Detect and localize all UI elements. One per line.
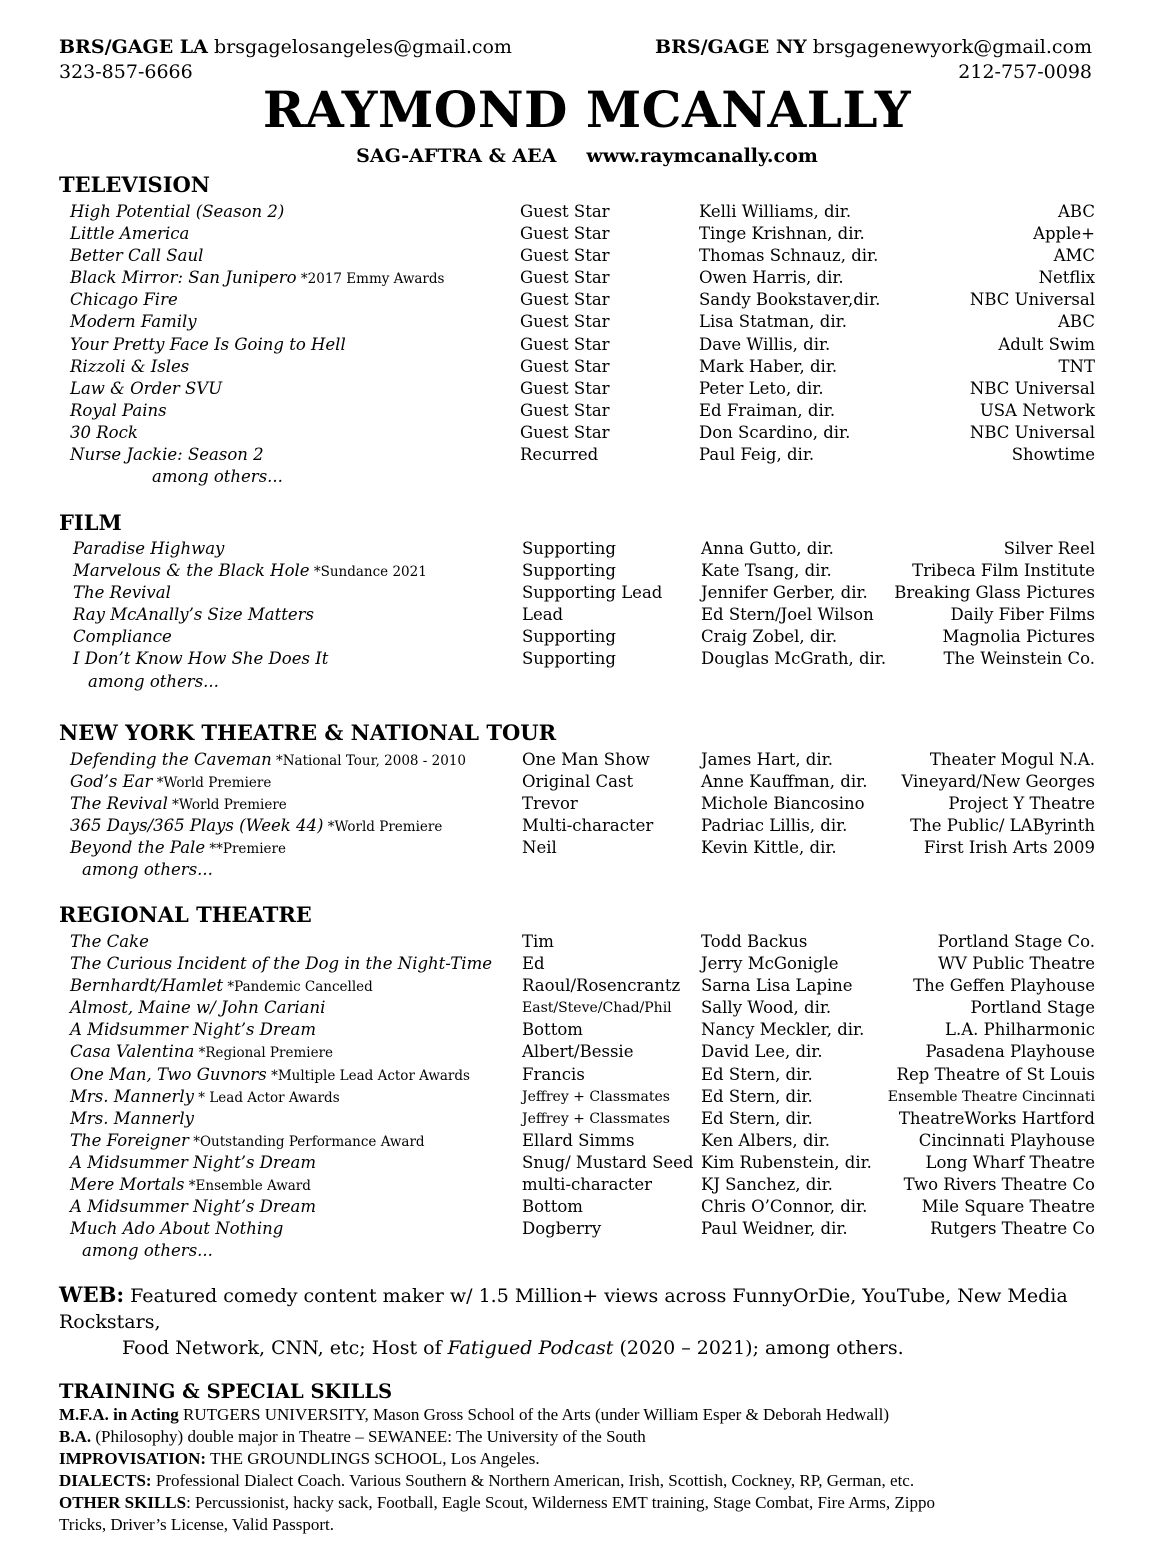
credit-title xyxy=(73,538,224,560)
agency-ny: BRS/GAGE NY xyxy=(655,36,807,58)
credit-row xyxy=(0,793,1174,815)
credit-role: Supporting xyxy=(522,649,616,669)
credit-role: Jeffrey + Classmates xyxy=(522,1088,670,1105)
section-title-film: FILM xyxy=(59,510,122,535)
credit-producer: Rutgers Theatre Co xyxy=(930,1219,1095,1239)
credit-row xyxy=(0,648,1174,670)
credit-title xyxy=(70,1108,194,1130)
credit-title xyxy=(70,1196,316,1218)
credit-title-text: Much Ado About Nothing xyxy=(70,1219,284,1239)
credit-role: Guest Star xyxy=(520,224,610,244)
credit-title-text: Paradise Highway xyxy=(73,539,225,558)
credit-producer: Silver Reel xyxy=(1003,539,1095,558)
credit-title xyxy=(70,931,149,953)
credit-row xyxy=(0,953,1174,975)
web-section xyxy=(59,1282,1119,1361)
credit-title-text: The Revival xyxy=(73,583,171,603)
credit-title xyxy=(70,749,466,772)
podcast-title: Fatigued Podcast xyxy=(447,1337,614,1359)
credit-title-text: I Don’t Know How She Does It xyxy=(73,649,329,669)
credit-title xyxy=(70,223,189,245)
credit-row xyxy=(0,538,1174,560)
credit-director: Peter Leto, dir. xyxy=(699,378,824,398)
phone-ny: 212-757-0098 xyxy=(958,61,1092,83)
credit-row xyxy=(0,311,1174,333)
credit-title xyxy=(70,1152,316,1174)
credit-role: Albert/Bessie xyxy=(522,1042,634,1062)
credit-note: *World Premiere xyxy=(323,819,443,836)
credit-note: *2017 Emmy Awards xyxy=(296,271,445,288)
credit-note: **Premiere xyxy=(205,841,286,858)
email-la[interactable]: brsgagelosangeles@gmail.com xyxy=(213,36,512,58)
credit-producer: Breaking Glass Pictures xyxy=(894,583,1095,603)
section-title-ny-theatre: NEW YORK THEATRE & NATIONAL TOUR xyxy=(59,720,557,745)
section-title-television: TELEVISION xyxy=(59,172,210,197)
credit-role: Guest Star xyxy=(520,422,610,442)
credit-director: Ed Fraiman, dir. xyxy=(699,400,836,420)
credit-producer: Vineyard/New Georges xyxy=(901,772,1095,792)
credit-producer: NBC Universal xyxy=(969,290,1095,310)
credit-row xyxy=(0,1218,1174,1240)
credit-title-text: Nurse Jackie: Season 2 xyxy=(70,445,264,465)
credit-director: Don Scardino, dir. xyxy=(699,422,851,442)
credit-row xyxy=(0,1152,1174,1174)
credit-title-text: A Midsummer Night’s Dream xyxy=(70,1197,317,1217)
web-line-2c: (2020 – 2021); among others. xyxy=(613,1337,904,1359)
credit-title xyxy=(70,997,325,1019)
credit-producer: Project Y Theatre xyxy=(948,794,1095,814)
credit-title-text: High Potential (Season 2) xyxy=(70,202,285,221)
credit-title-text: God’s Ear xyxy=(70,772,153,792)
website-link[interactable]: www.raymcanally.com xyxy=(586,145,818,167)
credit-row xyxy=(0,975,1174,997)
training-label: OTHER SKILLS xyxy=(59,1493,187,1512)
credit-title-text: Modern Family xyxy=(70,312,197,332)
web-label: WEB: xyxy=(59,1282,125,1307)
credit-row xyxy=(0,582,1174,604)
credit-role: Guest Star xyxy=(520,378,610,398)
credit-note: *World Premiere xyxy=(152,775,272,792)
credit-role: Guest Star xyxy=(520,334,610,354)
credit-title xyxy=(70,1064,470,1087)
credit-director: Owen Harris, dir. xyxy=(699,268,844,288)
credit-row xyxy=(0,1108,1174,1130)
credit-title xyxy=(70,334,346,356)
credit-director: Sally Wood, dir. xyxy=(701,998,832,1018)
credit-row xyxy=(0,422,1174,444)
section-title-training: TRAINING & SPECIAL SKILLS xyxy=(59,1380,393,1403)
credit-role: Multi-character xyxy=(522,816,654,836)
television-credits xyxy=(0,201,1174,488)
credit-title xyxy=(70,1019,316,1041)
credit-producer: The Public/ LAByrinth xyxy=(910,816,1095,836)
credit-role: Supporting xyxy=(522,627,616,647)
credit-row xyxy=(0,400,1174,422)
credit-director: Jerry McGonigle xyxy=(701,954,839,974)
credit-role: Trevor xyxy=(522,794,578,814)
among-others: among others... xyxy=(88,671,219,691)
credit-director: Chris O’Connor, dir. xyxy=(701,1197,868,1217)
credit-row xyxy=(0,604,1174,626)
credit-title-text: Bernhardt/Hamlet xyxy=(70,976,224,996)
credit-title xyxy=(70,1086,340,1109)
credit-role: Guest Star xyxy=(520,246,610,266)
credit-producer: Two Rivers Theatre Co xyxy=(903,1175,1095,1195)
training-text: (Philosophy) double major in Theatre – SEWANEE: The University of the South xyxy=(91,1427,646,1446)
contact-la xyxy=(59,35,512,85)
credit-title-text: Mrs. Mannerly xyxy=(70,1086,194,1106)
credit-row xyxy=(0,289,1174,311)
credit-producer: Magnolia Pictures xyxy=(942,627,1095,647)
credit-title xyxy=(70,267,444,290)
credit-role: Raoul/Rosencrantz xyxy=(522,976,681,996)
actor-name: RAYMOND MCANALLY xyxy=(262,80,912,139)
credit-director: Ken Albers, dir. xyxy=(701,1130,831,1150)
credit-director: Sandy Bookstaver,dir. xyxy=(699,290,881,310)
credit-director: Ed Stern, dir. xyxy=(701,1064,813,1084)
credit-title xyxy=(70,793,287,816)
training-last-line: Tricks, Driver’s License, Valid Passport. xyxy=(59,1515,334,1534)
credit-role: Lead xyxy=(522,605,564,625)
credit-title-text: A Midsummer Night’s Dream xyxy=(70,1152,317,1172)
web-line-2a: Food Network, CNN, etc; Host of xyxy=(122,1337,448,1359)
credit-director: Kelli Williams, dir. xyxy=(699,202,852,221)
training-label: B.A. xyxy=(59,1427,92,1446)
credit-title xyxy=(70,378,222,400)
credit-title-text: Ray McAnally’s Size Matters xyxy=(73,605,314,625)
credit-title-text: The Curious Incident of the Dog in the Night-Time xyxy=(70,954,492,974)
credit-director: Kim Rubenstein, dir. xyxy=(701,1152,872,1172)
credit-title-text: Marvelous & the Black Hole xyxy=(73,561,310,581)
credit-note: *World Premiere xyxy=(167,797,287,814)
credit-row xyxy=(0,334,1174,356)
credit-director: Douglas McGrath, dir. xyxy=(701,649,887,669)
credit-producer: NBC Universal xyxy=(969,378,1095,398)
credit-producer: Rep Theatre of St Louis xyxy=(896,1064,1095,1084)
credit-director: Kevin Kittle, dir. xyxy=(701,838,837,858)
credit-row xyxy=(0,626,1174,648)
credit-producer: TNT xyxy=(1058,356,1095,376)
union-website-line xyxy=(0,145,1174,167)
credit-director: Craig Zobel, dir. xyxy=(701,627,838,647)
credit-role: Supporting Lead xyxy=(522,583,663,603)
credit-row xyxy=(0,223,1174,245)
credit-director: Ed Stern, dir. xyxy=(701,1108,813,1128)
credit-director: Jennifer Gerber, dir. xyxy=(701,583,868,603)
credit-role: Bottom xyxy=(522,1020,583,1040)
credit-producer: Portland Stage Co. xyxy=(937,932,1095,951)
credit-title-text: One Man, Two Guvnors xyxy=(70,1064,267,1084)
credit-title-text: Casa Valentina xyxy=(70,1042,195,1062)
section-title-regional: REGIONAL THEATRE xyxy=(59,902,312,927)
credit-title-text: The Cake xyxy=(70,932,149,951)
credit-title xyxy=(70,1218,283,1240)
credit-producer: The Geffen Playhouse xyxy=(913,976,1095,996)
credit-title-text: Royal Pains xyxy=(70,400,167,420)
credit-row xyxy=(0,267,1174,289)
credit-producer: Long Wharf Theatre xyxy=(925,1152,1095,1172)
training-label: IMPROVISATION: xyxy=(59,1449,207,1468)
credit-director: Dave Willis, dir. xyxy=(699,334,831,354)
credit-title xyxy=(70,201,284,223)
credit-director: Paul Feig, dir. xyxy=(699,445,815,465)
credit-role: Jeffrey + Classmates xyxy=(522,1110,670,1127)
credit-role: Tim xyxy=(522,932,554,951)
credit-role: Ellard Simms xyxy=(522,1130,635,1150)
ny-theatre-credits xyxy=(0,749,1174,881)
credit-note: * Lead Actor Awards xyxy=(193,1089,340,1106)
credit-title-text: Little America xyxy=(70,224,190,244)
credit-producer: Netflix xyxy=(1038,268,1095,288)
credit-row xyxy=(0,1086,1174,1108)
credit-row xyxy=(0,1019,1174,1041)
credit-director: Paul Weidner, dir. xyxy=(701,1219,848,1239)
training-row xyxy=(59,1426,1119,1448)
training-text: : Percussionist, hacky sack, Football, Eagle Scout, Wilderness EMT training, Stage Combat, Fire Arms, Zippo xyxy=(186,1493,936,1512)
credit-director: Anne Kauffman, dir. xyxy=(701,772,868,792)
credit-role: multi-character xyxy=(522,1175,652,1195)
credit-title xyxy=(73,648,328,670)
training-row xyxy=(59,1470,1119,1492)
credit-title-text: Mrs. Mannerly xyxy=(70,1108,194,1128)
credit-title-text: Chicago Fire xyxy=(70,290,178,310)
credit-director: Sarna Lisa Lapine xyxy=(701,976,853,996)
credit-director: James Hart, dir. xyxy=(701,750,833,769)
credit-producer: Adult Swim xyxy=(998,334,1095,354)
credit-row xyxy=(0,931,1174,953)
credit-title-text: Better Call Saul xyxy=(70,246,204,266)
credit-title-text: Your Pretty Face Is Going to Hell xyxy=(70,334,346,354)
credit-title-text: Almost, Maine w/ John Cariani xyxy=(70,998,326,1018)
phone-la: 323-857-6666 xyxy=(59,61,193,83)
credit-role: Guest Star xyxy=(520,400,610,420)
credit-note: *Sundance 2021 xyxy=(309,564,427,581)
credit-title xyxy=(70,953,492,975)
credit-producer: NBC Universal xyxy=(969,422,1095,442)
credit-role: Guest Star xyxy=(520,356,610,376)
credit-role: Recurred xyxy=(520,445,599,465)
training-label: M.F.A. in Acting xyxy=(59,1405,179,1424)
email-ny[interactable]: brsgagenewyork@gmail.com xyxy=(812,36,1092,58)
credit-role: Guest Star xyxy=(520,268,610,288)
among-others: among others... xyxy=(82,1241,213,1261)
credit-row xyxy=(0,1064,1174,1086)
credit-producer: Theater Mogul N.A. xyxy=(929,750,1095,769)
credit-role: Francis xyxy=(522,1064,585,1084)
credit-row xyxy=(0,560,1174,582)
credit-title-text: Black Mirror: San Junipero xyxy=(70,268,297,288)
among-others: among others... xyxy=(82,860,213,880)
credit-producer: Ensemble Theatre Cincinnati xyxy=(887,1088,1095,1105)
credit-producer: The Weinstein Co. xyxy=(943,649,1095,669)
credit-title xyxy=(70,975,373,998)
credit-director: Padriac Lillis, dir. xyxy=(701,816,848,836)
credit-director: Anna Gutto, dir. xyxy=(701,539,834,558)
credit-title xyxy=(70,1130,425,1153)
credit-director: Ed Stern, dir. xyxy=(701,1086,813,1106)
credit-producer: Apple+ xyxy=(1033,224,1095,244)
credit-title xyxy=(70,356,189,378)
credit-title xyxy=(70,311,197,333)
credit-title xyxy=(73,626,172,648)
credit-producer: ABC xyxy=(1058,312,1095,332)
credit-row xyxy=(0,444,1174,466)
credit-director: Michole Biancosino xyxy=(701,794,865,814)
credit-producer: Tribeca Film Institute xyxy=(912,561,1095,581)
credit-title-text: 30 Rock xyxy=(70,422,138,442)
credit-note: *Regional Premiere xyxy=(194,1045,334,1062)
credit-producer: TheatreWorks Hartford xyxy=(898,1108,1095,1128)
credit-title-text: Beyond the Pale xyxy=(70,838,206,858)
credit-row xyxy=(0,997,1174,1019)
credit-title-text: A Midsummer Night’s Dream xyxy=(70,1020,317,1040)
credit-role: Snug/ Mustard Seed xyxy=(522,1152,694,1172)
credit-title-text: Compliance xyxy=(73,627,172,647)
credit-row xyxy=(0,378,1174,400)
credit-title xyxy=(70,289,178,311)
credit-row xyxy=(0,815,1174,837)
credit-director: Lisa Statman, dir. xyxy=(699,312,847,332)
film-credits xyxy=(0,538,1174,693)
training-rows xyxy=(59,1404,1119,1514)
credit-title-text: Mere Mortals xyxy=(70,1175,185,1195)
credit-producer: WV Public Theatre xyxy=(938,954,1095,974)
credit-director: KJ Sanchez, dir. xyxy=(701,1175,833,1195)
credit-row xyxy=(0,356,1174,378)
credit-role: East/Steve/Chad/Phil xyxy=(522,1000,672,1017)
credit-role: Supporting xyxy=(522,539,616,558)
credit-row xyxy=(0,245,1174,267)
credit-producer: Showtime xyxy=(1011,445,1095,465)
credit-title-text: The Revival xyxy=(70,794,168,814)
credit-role: Supporting xyxy=(522,561,616,581)
credit-title xyxy=(70,400,167,422)
credit-row xyxy=(0,771,1174,793)
credit-role: One Man Show xyxy=(522,750,650,769)
credit-producer: Cincinnati Playhouse xyxy=(918,1130,1095,1150)
credit-title xyxy=(73,560,427,583)
credit-title xyxy=(70,1174,311,1197)
training-text: RUTGERS UNIVERSITY, Mason Gross School of the Arts (under William Esper & Deborah Hedwall) xyxy=(178,1405,890,1424)
credit-title-text: The Foreigner xyxy=(70,1130,189,1150)
training-text: THE GROUNDLINGS SCHOOL, Los Angeles. xyxy=(206,1449,540,1468)
credit-row xyxy=(0,201,1174,223)
credit-director: Todd Backus xyxy=(701,932,808,951)
training-section xyxy=(59,1378,1119,1536)
credit-role: Dogberry xyxy=(522,1219,602,1239)
credit-row xyxy=(0,837,1174,859)
credit-director: David Lee, dir. xyxy=(701,1042,823,1062)
credit-director: Nancy Meckler, dir. xyxy=(701,1020,865,1040)
union-affiliation: SAG-AFTRA & AEA xyxy=(356,145,557,167)
training-row xyxy=(59,1404,1119,1426)
credit-role: Original Cast xyxy=(522,772,634,792)
credit-title xyxy=(70,444,264,466)
regional-credits xyxy=(0,931,1174,1262)
credit-role: Bottom xyxy=(522,1197,583,1217)
web-line-1: Featured comedy content maker w/ 1.5 Million+ views across FunnyOrDie, YouTube, New Media Rockstars, xyxy=(59,1285,1068,1333)
credit-note: *National Tour, 2008 - 2010 xyxy=(271,753,467,769)
credit-title xyxy=(73,582,171,604)
credit-role: Neil xyxy=(522,838,557,858)
training-text: Professional Dialect Coach. Various Southern & Northern American, Irish, Scottish, Cockney, RP, German, etc. xyxy=(151,1471,915,1490)
credit-producer: USA Network xyxy=(979,400,1095,420)
training-row xyxy=(59,1492,1119,1514)
credit-row xyxy=(0,1174,1174,1196)
credit-title xyxy=(70,1041,333,1064)
credit-note: *Ensemble Award xyxy=(184,1178,311,1195)
credit-producer: AMC xyxy=(1053,246,1095,266)
credit-title-text: Rizzoli & Isles xyxy=(70,356,190,376)
contact-ny xyxy=(655,35,1092,85)
credit-title xyxy=(70,422,138,444)
credit-row xyxy=(0,1130,1174,1152)
credit-title xyxy=(70,815,442,838)
credit-producer: First Irish Arts 2009 xyxy=(923,838,1095,858)
among-others: among others... xyxy=(152,467,283,487)
credit-producer: L.A. Philharmonic xyxy=(945,1020,1095,1040)
credit-director: Ed Stern/Joel Wilson xyxy=(701,605,874,625)
credit-director: Mark Haber, dir. xyxy=(699,356,838,376)
credit-role: Guest Star xyxy=(520,202,610,221)
credit-row xyxy=(0,749,1174,771)
credit-title-text: Law & Order SVU xyxy=(70,378,223,398)
credit-title-text: 365 Days/365 Plays (Week 44) xyxy=(70,816,324,836)
credit-role: Guest Star xyxy=(520,312,610,332)
credit-director: Thomas Schnauz, dir. xyxy=(699,246,879,266)
credit-director: Tinge Krishnan, dir. xyxy=(699,224,865,244)
credit-producer: Mile Square Theatre xyxy=(921,1197,1095,1217)
credit-director: Kate Tsang, dir. xyxy=(701,561,832,581)
credit-title xyxy=(70,837,286,860)
credit-note: *Pandemic Cancelled xyxy=(223,979,373,996)
credit-title xyxy=(73,604,314,626)
training-label: DIALECTS: xyxy=(59,1471,152,1490)
credit-producer: ABC xyxy=(1058,202,1095,221)
credit-producer: Portland Stage xyxy=(970,998,1095,1018)
credit-role: Guest Star xyxy=(520,290,610,310)
credit-role: Ed xyxy=(522,954,545,974)
credit-row xyxy=(0,1041,1174,1063)
credit-note: *Multiple Lead Actor Awards xyxy=(266,1067,470,1084)
training-row xyxy=(59,1448,1119,1470)
credit-row xyxy=(0,1196,1174,1218)
credit-producer: Pasadena Playhouse xyxy=(925,1042,1095,1062)
credit-producer: Daily Fiber Films xyxy=(950,605,1095,625)
credit-title xyxy=(70,771,271,794)
credit-title xyxy=(70,245,203,267)
credit-note: *Outstanding Performance Award xyxy=(188,1133,425,1150)
agency-la: BRS/GAGE LA xyxy=(59,36,208,58)
credit-title-text: Defending the Caveman xyxy=(70,750,272,769)
